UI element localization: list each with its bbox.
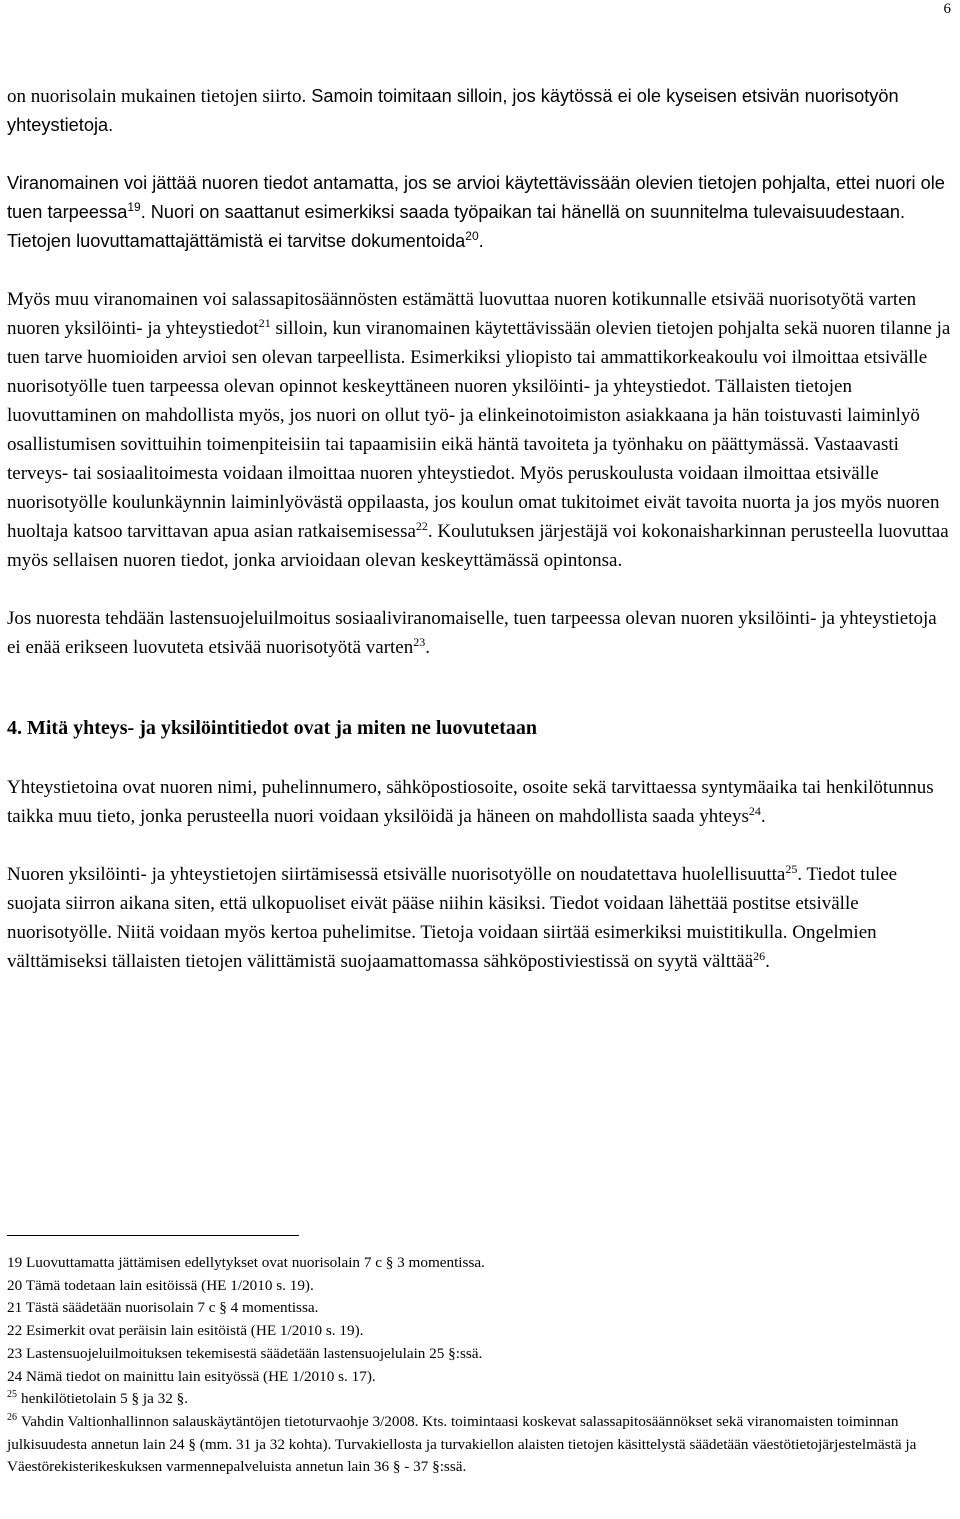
footnote-ref-23[interactable]: 23 (413, 635, 426, 649)
paragraph-1: on nuorisolain mukainen tietojen siirto. Samoin toimitaan silloin, jos käytössä ei ole kyseisen etsivän nuorisotyön yhteystietoja. (7, 86, 899, 135)
footnote-ref-26[interactable]: 26 (753, 949, 766, 963)
paragraph-6: Nuoren yksilöinti- ja yhteystietojen siirtämisessä etsivälle nuorisotyölle on noudatettava huolellisuutta$^{25}$. Tiedot tulee suojata siirron aikana siten, että ulkopuoliset eivät pääse niihin käsiksi. Tiedot voidaan lähettää postitse etsivälle nuorisotyölle. Niitä voidaan myös kertoa puhelimitse. Tietoja voidaan siirtää esimerkiksi muistitikulla. Ongelmien välttämiseksi tällaisten tietojen välittämistä suojaamattomassa sähköpostiviestissä on syytä välttää$^{26}$. (7, 862, 898, 972)
footnote-21: 21 Tästä säädetään nuorisolain 7 c § 4 momentissa. (7, 1299, 319, 1317)
footnote-separator (7, 1235, 299, 1236)
section-heading: 4. Mitä yhteys- ja yksilöintitiedot ovat ja miten ne luovutetaan (7, 717, 537, 739)
footnote-ref-19[interactable]: 19 (127, 200, 141, 214)
footnote-26: $^{26}$ Vahdin Valtionhallinnon salauskäytäntöjen tietoturvaohje 3/2008. Kts. toimintaasi koskevat salassapitosäännökset sekä viranomaisten toiminnan julkisuudesta annetun lain 24 § (mm. 31 ja 32 kohta). Turvakiellosta ja turvakiellon alaisten tietojen käsittelystä säädetään väestötietojärjestelmästä ja Väestörekisterikeskuksen varmennepalveluista annetun lain 36 § - 37 §:ssä. (7, 1411, 917, 1476)
footnote-24: 24 Nämä tiedot on mainittu lain esityössä (HE 1/2010 s. 17). (7, 1367, 376, 1385)
paragraph-2: Viranomainen voi jättää nuoren tiedot antamatta, jos se arvioi käytettävissään olevien tietojen pohjalta, ettei nuori ole tuen tarpeessa$^{19}$. Nuori on saattanut esimerkiksi saada työpaikan tai hänellä on suunnitelma tulevaisuudestaan. Tietojen luovuttamattajättämistä ei tarvitse dokumentoida$^{20}$. (7, 173, 945, 251)
paragraph-3: Myös muu viranomainen voi salassapitosäännösten estämättä luovuttaa nuoren kotikunnalle etsivää nuorisotyötä varten nuoren yksilöinti- ja yhteystiedot$^{21}$ silloin, kun viranomainen käytettävissään olevien tietojen pohjalta sekä nuoren tilanne ja tuen tarve huomioiden arvioi sen olevan tarpeellista. Esimerkiksi yliopisto tai ammattikorkeakoulu voi ilmoittaa etsivälle nuorisotyölle tuen tarpeessa olevan opinnot keskeyttäneen nuoren yksilöinti- ja yhteystiedot. Tällaisten tietojen luovuttaminen on mahdollista myös, jos nuori on ollut työ- ja elinkeinotoimiston asiakkaana ja hän toistuvasti laiminlyö osallistumisen sovittuihin toimenpiteisiin tai tapaamisiin eikä häntä tavoiteta ja työnhaku on päättymässä. Vastaavasti terveys- tai sosiaalitoimesta voidaan ilmoittaa nuoren yhteystiedot. Myös peruskoulusta voidaan ilmoittaa etsivälle nuorisotyölle koulunkäynnin laiminlyövästä oppilaasta, jos koulun omat tukitoimet eivät tavoita nuorta ja jos myös nuoren huoltaja katsoo tarvittavan apua asian ratkaisemisessa$^{22}$. Koulutuksen järjestäjä voi kokonaisharkinnan perusteella luovuttaa myös sellaisen nuoren tiedot, jonka arvioidaan olevan keskeyttämässä opintonsa. (7, 289, 951, 571)
paragraph-5: Yhteystietoina ovat nuoren nimi, puhelinnumero, sähköpostiosoite, osoite sekä tarvittaessa syntymäaika tai henkilötunnus taikka muu tieto, jonka perusteella nuori voidaan yksilöidä ja häneen on mahdollista saada yhteys$^{24}$. (7, 777, 934, 827)
footnote-ref-21[interactable]: 21 (258, 316, 271, 330)
footnote-25: $^{25}$ henkilötietolain 5 § ja 32 §. (7, 1389, 189, 1408)
body-text (7, 82, 952, 976)
footnote-ref-22[interactable]: 22 (415, 519, 428, 533)
footnote-20: 20 Tämä todetaan lain esitöissä (HE 1/2010 s. 19). (7, 1276, 314, 1294)
footnote-19: 19 Luovuttamatta jättämisen edellytykset ovat nuorisolain 7 c § 3 momentissa. (7, 1254, 485, 1271)
footnote-ref-24[interactable]: 24 (748, 804, 761, 818)
footnotes (7, 1252, 952, 1479)
paragraph-4: Jos nuoresta tehdään lastensuojeluilmoitus sosiaaliviranomaiselle, tuen tarpeessa olevan nuoren yksilöinti- ja yhteystietoja ei enää erikseen luovuteta etsivää nuorisotyötä varten$^{23}$. (7, 608, 937, 658)
footnote-ref-20[interactable]: 20 (465, 229, 479, 243)
footnote-23: 23 Lastensuojeluilmoituksen tekemisestä säädetään lastensuojelulain 25 §:ssä. (7, 1344, 483, 1362)
page-number: 6 (943, 1, 951, 17)
footnote-22: 22 Esimerkit ovat peräisin lain esitöistä (HE 1/2010 s. 19). (7, 1322, 364, 1340)
footnote-ref-25[interactable]: 25 (785, 862, 798, 876)
